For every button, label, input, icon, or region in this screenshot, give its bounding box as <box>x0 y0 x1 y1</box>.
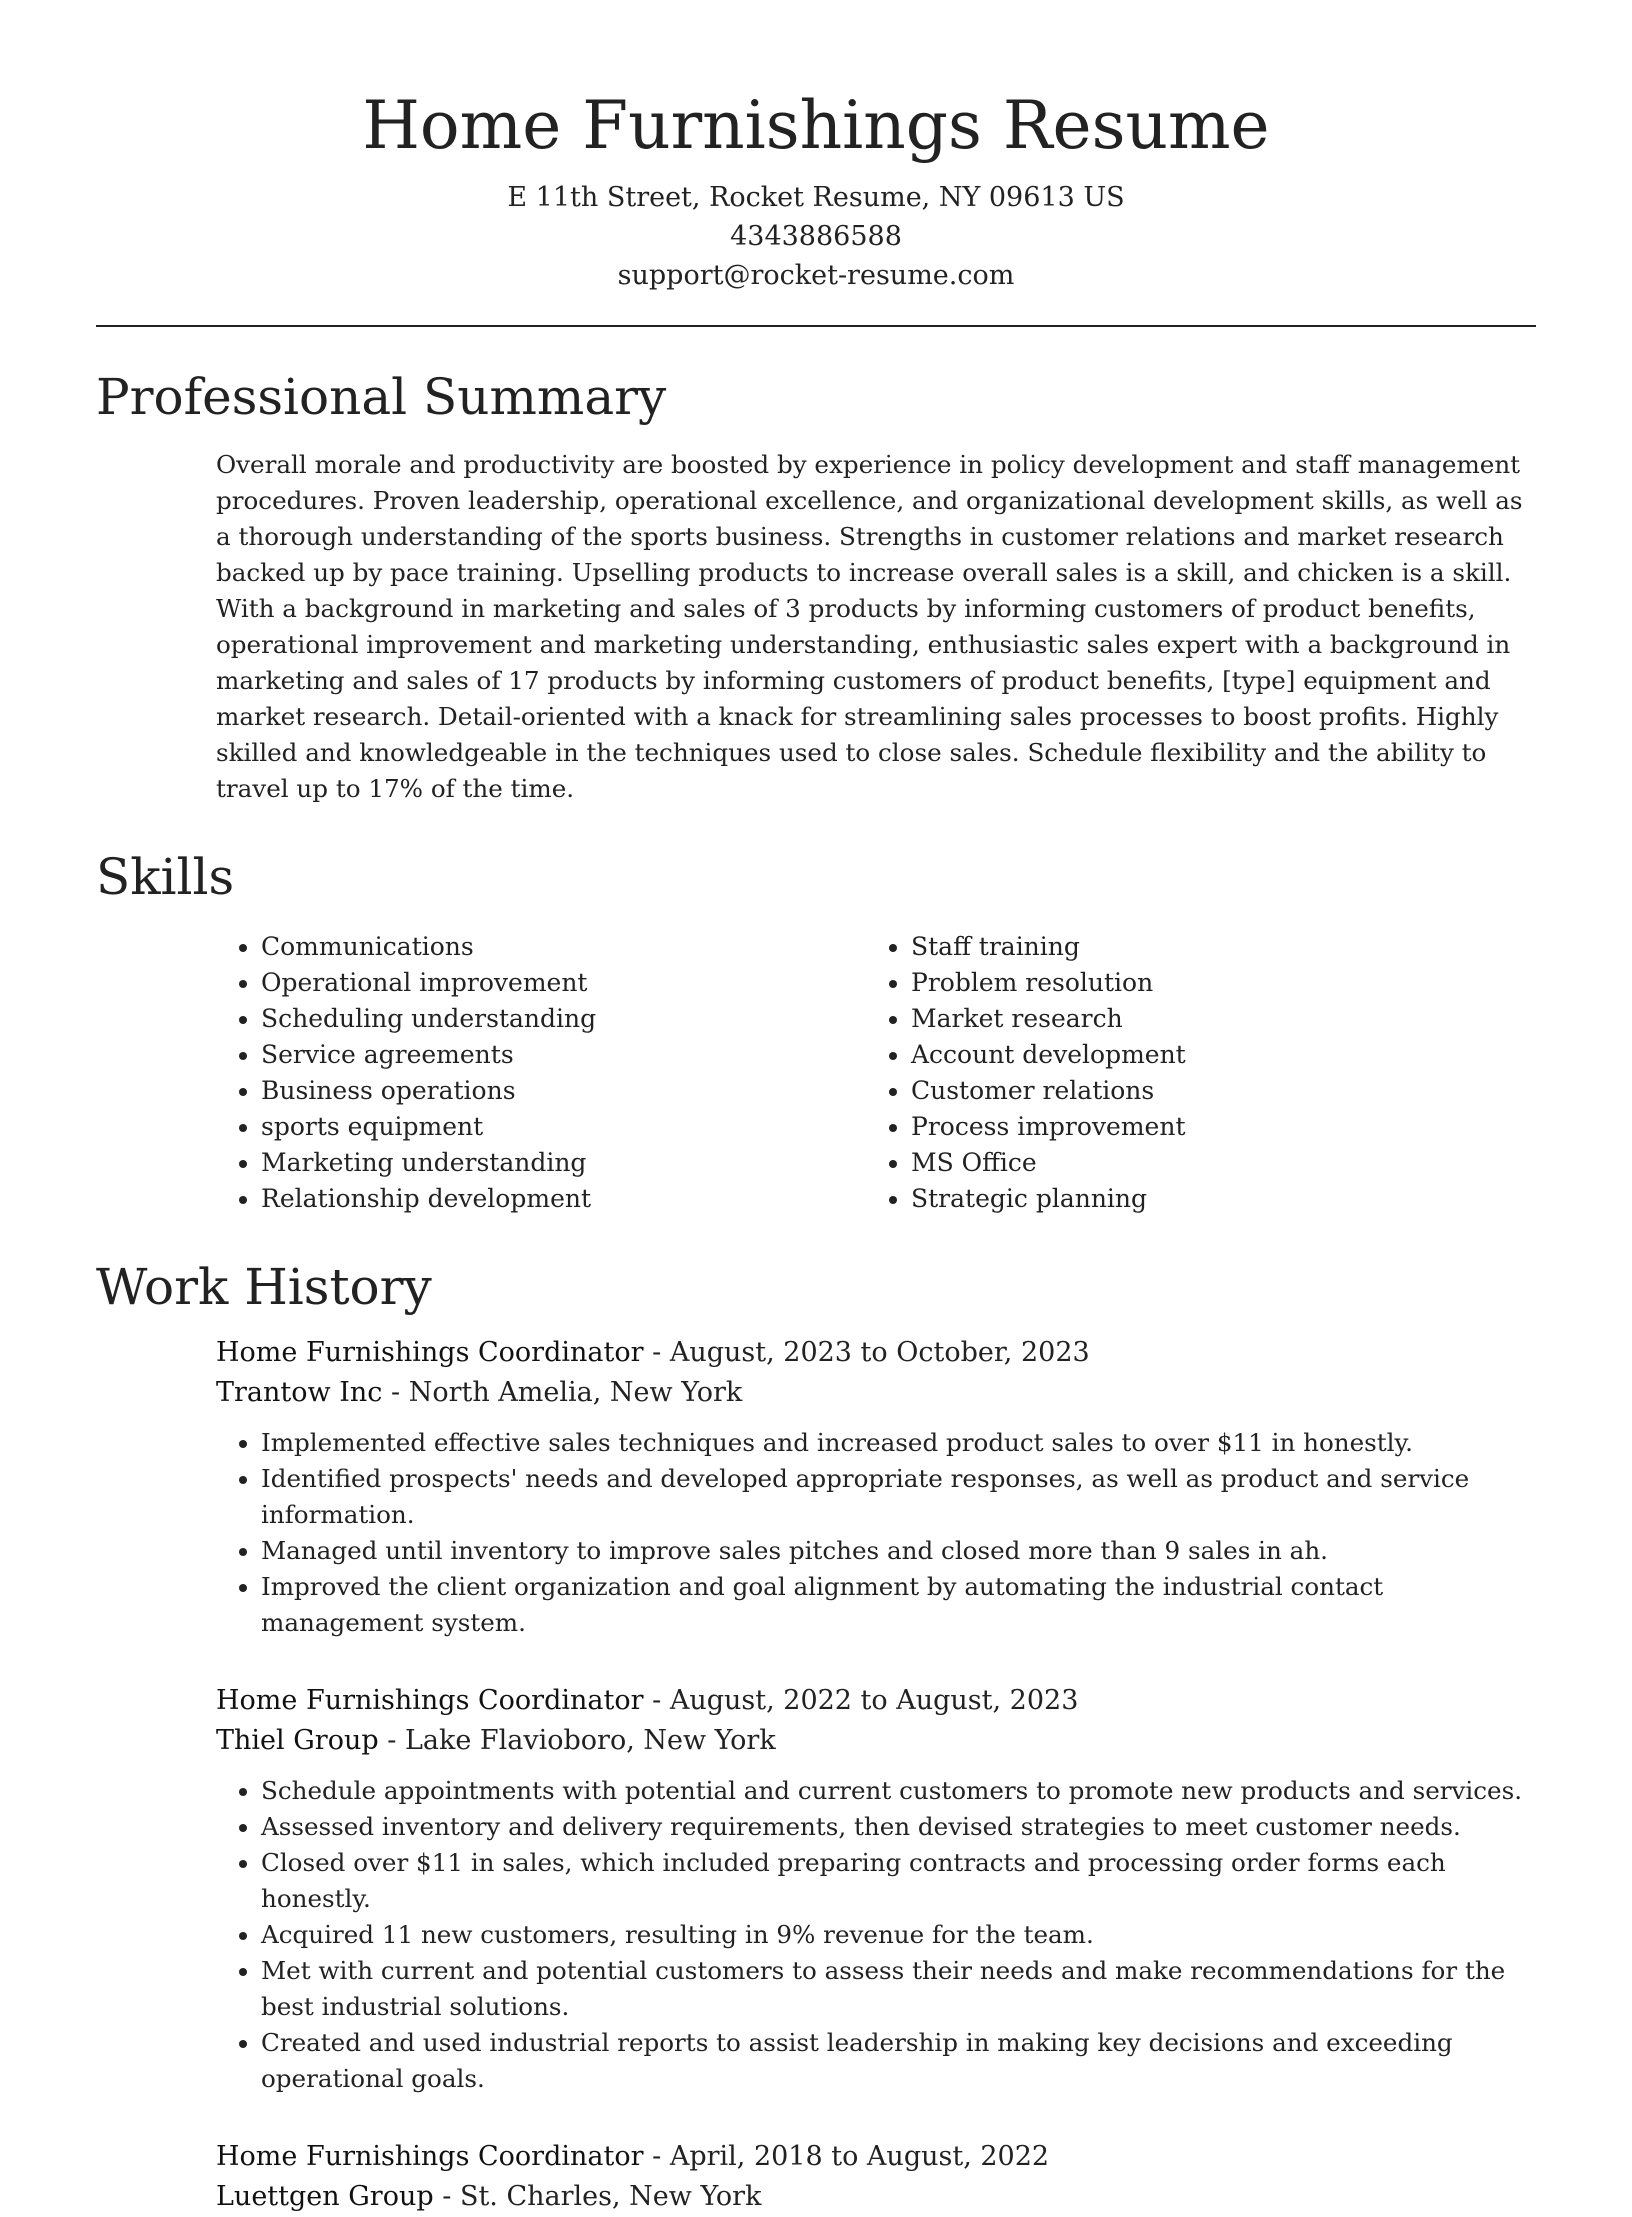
job-bullet: • Implemented effective sales techniques and increased product sales to over $11 in honestly. <box>261 1425 1536 1461</box>
separator: - <box>390 1377 409 1408</box>
job-company: Luettgen Group <box>216 2181 434 2212</box>
skill-item: • Process improvement <box>911 1109 1516 1145</box>
skill-item: • Strategic planning <box>911 1181 1516 1217</box>
job-bullet: • Schedule appointments with potential and current customers to promote new products and services. <box>261 1773 1536 1809</box>
job-bullet: • Created and used industrial reports to assist leadership in making key decisions and exceeding operational goals. <box>261 2025 1536 2097</box>
job-entry <box>216 1681 1536 2097</box>
skill-item: • Business operations <box>261 1073 866 1109</box>
job-bullet: • Improved the client organization and goal alignment by automating the industrial contact management system. <box>261 1569 1536 1641</box>
skill-item: • Staff training <box>911 929 1516 965</box>
job-company: Trantow Inc <box>216 1377 383 1408</box>
separator: - <box>652 1337 670 1368</box>
job-bullet: • Closed over $11 in sales, which included preparing contracts and processing order forms each honestly. <box>261 1845 1536 1917</box>
skill-item: • Problem resolution <box>911 965 1516 1001</box>
contact-address: E 11th Street, Rocket Resume, NY 09613 US <box>507 182 1125 213</box>
job-location: St. Charles, New York <box>459 2181 762 2212</box>
job-title-line <box>216 2137 1536 2177</box>
skills-column-left <box>216 929 866 1217</box>
job-dates: August, 2022 to August, 2023 <box>669 1685 1079 1716</box>
resume-title: Home Furnishings Resume <box>362 87 1270 164</box>
job-title-line <box>216 1681 1536 1721</box>
work-history-heading: Work History <box>96 1258 432 1316</box>
skill-item: • Market research <box>911 1001 1516 1037</box>
skills-list <box>216 929 1536 1217</box>
job-title: Home Furnishings Coordinator <box>216 1685 644 1716</box>
separator: - <box>652 2141 670 2172</box>
job-location: Lake Flavioboro, New York <box>404 1725 776 1756</box>
job-bullet: • Acquired 11 new customers, resulting in 9% revenue for the team. <box>261 1917 1536 1953</box>
skill-item: • Relationship development <box>261 1181 866 1217</box>
skill-item: • Scheduling understanding <box>261 1001 866 1037</box>
job-bullet: • Identified prospects' needs and developed appropriate responses, as well as product and service information. <box>261 1461 1536 1533</box>
resume-page <box>96 0 1536 2217</box>
summary-text: Overall morale and productivity are boosted by experience in policy development and staff management procedures. Proven leadership, operational excellence, and organizational development skills, as well as a thorough understanding of the sports business. Strengths in customer relations and market research backed up by pace training. Upselling products to increase overall sales is a skill, and chicken is a skill. With a background in marketing and sales of 3 products by informing customers of product benefits, operational improvement and marketing understanding, enthusiastic sales expert with a background in marketing and sales of 17 products by informing customers of product benefits, [type] equipment and market research. Detail-oriented with a knack for streamlining sales processes to boost profits. Highly skilled and knowledgeable in the techniques used to close sales. Schedule flexibility and the ability to travel up to 17% of the time. <box>216 450 1523 803</box>
contact-email: support@rocket-resume.com <box>617 260 1015 291</box>
skill-item: • Marketing understanding <box>261 1145 866 1181</box>
skill-item: • MS Office <box>911 1145 1516 1181</box>
skill-item: • sports equipment <box>261 1109 866 1145</box>
contact-phone: 4343886588 <box>730 221 902 252</box>
job-company: Thiel Group <box>216 1725 379 1756</box>
job-dates: August, 2023 to October, 2023 <box>669 1337 1090 1368</box>
job-dates: April, 2018 to August, 2022 <box>669 2141 1050 2172</box>
contact-block <box>96 178 1536 295</box>
summary-heading: Professional Summary <box>96 368 667 426</box>
skill-item: • Service agreements <box>261 1037 866 1073</box>
separator: - <box>652 1685 670 1716</box>
job-title: Home Furnishings Coordinator <box>216 1337 644 1368</box>
job-location: North Amelia, New York <box>408 1377 743 1408</box>
job-bullets <box>216 1425 1536 1641</box>
job-company-line <box>216 1721 1536 1761</box>
separator: - <box>442 2181 460 2212</box>
job-title: Home Furnishings Coordinator <box>216 2141 644 2172</box>
skill-item: • Account development <box>911 1037 1516 1073</box>
job-bullets <box>216 1773 1536 2097</box>
skills-heading: Skills <box>96 848 235 906</box>
job-bullet: • Assessed inventory and delivery requirements, then devised strategies to meet customer needs. <box>261 1809 1536 1845</box>
separator: - <box>387 1725 405 1756</box>
skill-item: • Operational improvement <box>261 965 866 1001</box>
job-company-line <box>216 1373 1536 1413</box>
skill-item: • Communications <box>261 929 866 965</box>
job-company-line <box>216 2177 1536 2217</box>
job-bullet: • Met with current and potential customers to assess their needs and make recommendations for the best industrial solutions. <box>261 1953 1536 2025</box>
job-bullet: • Managed until inventory to improve sales pitches and closed more than 9 sales in ah. <box>261 1533 1536 1569</box>
job-entry <box>216 2137 1536 2217</box>
job-entry <box>216 1333 1536 1641</box>
skills-column-right <box>866 929 1516 1217</box>
job-title-line <box>216 1333 1536 1373</box>
skill-item: • Customer relations <box>911 1073 1516 1109</box>
header-divider <box>96 325 1536 327</box>
